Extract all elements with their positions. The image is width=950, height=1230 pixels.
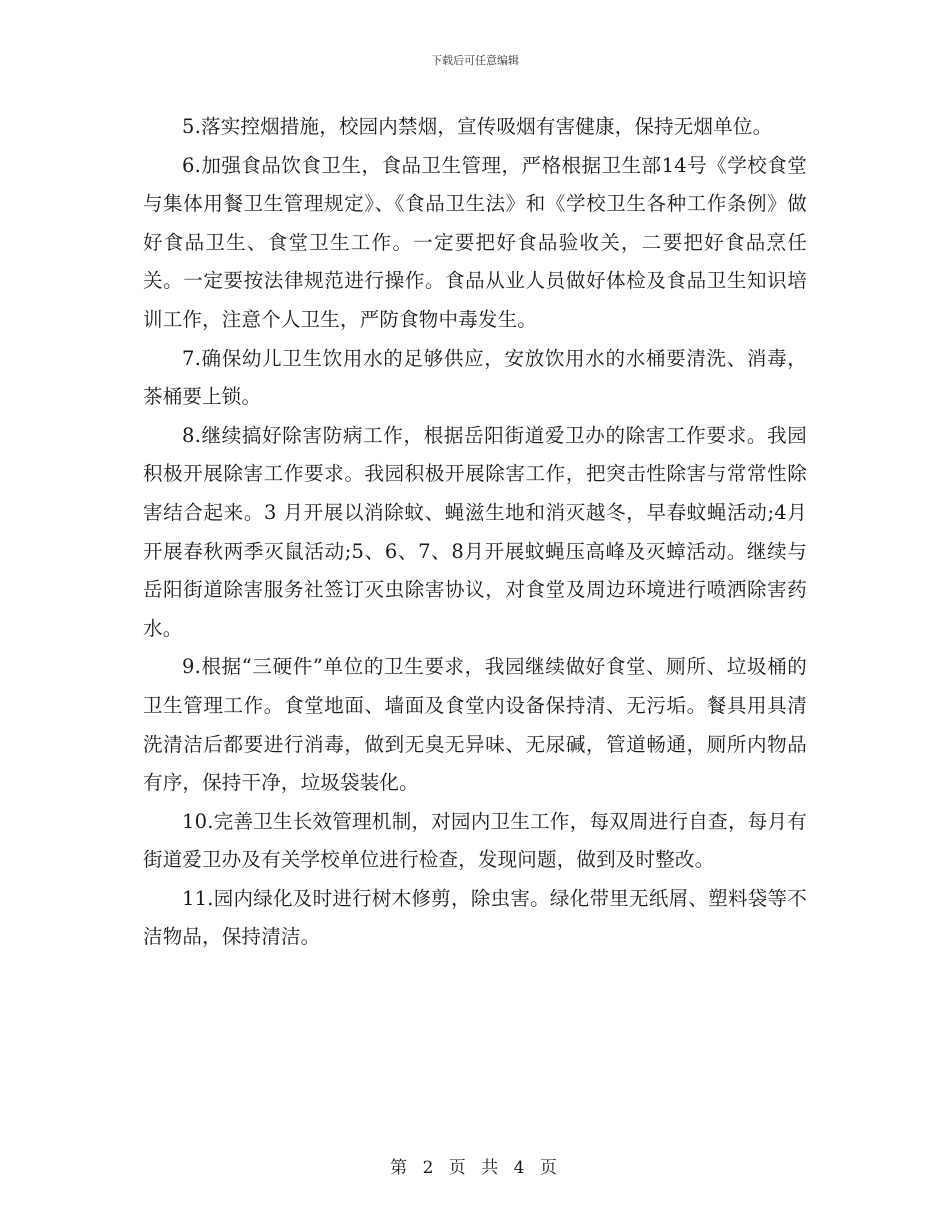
paragraph-10: 10.完善卫生长效管理机制，对园内卫生工作，每双周进行自查，每月有街道爱卫办及有关学校单位进行检查，发现问题，做到及时整改。	[143, 809, 807, 872]
page-header: 下载后可任意编辑	[431, 54, 519, 67]
paragraph-7: 7.确保幼儿卫生饮用水的足够供应，安放饮用水的水桶要清洗、消毒，茶桶要上锁。	[143, 346, 807, 409]
paragraph-8: 8.继续搞好除害防病工作，根据岳阳街道爱卫办的除害工作要求。我园积极开展除害工作要求。我园积极开展除害工作，把突击性除害与常常性除害结合起来。3 月开展以消除蚊、蝇滋生地和消灭越冬，早春蚊蝇活动;4月开展春秋两季灭鼠活动;5、6、7、8月开展蚊蝇压高峰及灭蟑活动。继续与岳阳街道除害服务社签订灭虫除害协议，对食堂及周边环境进行喷洒除害药水。	[143, 423, 807, 640]
page-footer: 第 2 页 共 4 页	[390, 1158, 560, 1178]
paragraph-9: 9.根据“三硬件”单位的卫生要求，我园继续做好食堂、厕所、垃圾桶的卫生管理工作。食堂地面、墙面及食堂内设备保持清、无污垢。餐具用具清洗清洁后都要进行消毒，做到无臭无异味、无尿碱，管道畅通，厕所内物品有序，保持干净，垃圾袋装化。	[143, 655, 807, 795]
paragraph-5: 5.落实控烟措施，校园内禁烟，宣传吸烟有害健康，保持无烟单位。	[182, 115, 773, 138]
document-body	[143, 108, 807, 957]
paragraph-11: 11.园内绿化及时进行树木修剪，除虫害。绿化带里无纸屑、塑料袋等不洁物品，保持清洁。	[143, 886, 807, 949]
paragraph-6: 6.加强食品饮食卫生，食品卫生管理，严格根据卫生部14号《学校食堂与集体用餐卫生管理规定》、《食品卫生法》和《学校卫生各种工作条例》做好食品卫生、食堂卫生工作。一定要把好食品验收关，二要把好食品烹任关。一定要按法律规范进行操作。食品从业人员做好体检及食品卫生知识培训工作，注意个人卫生，严防食物中毒发生。	[143, 153, 807, 331]
